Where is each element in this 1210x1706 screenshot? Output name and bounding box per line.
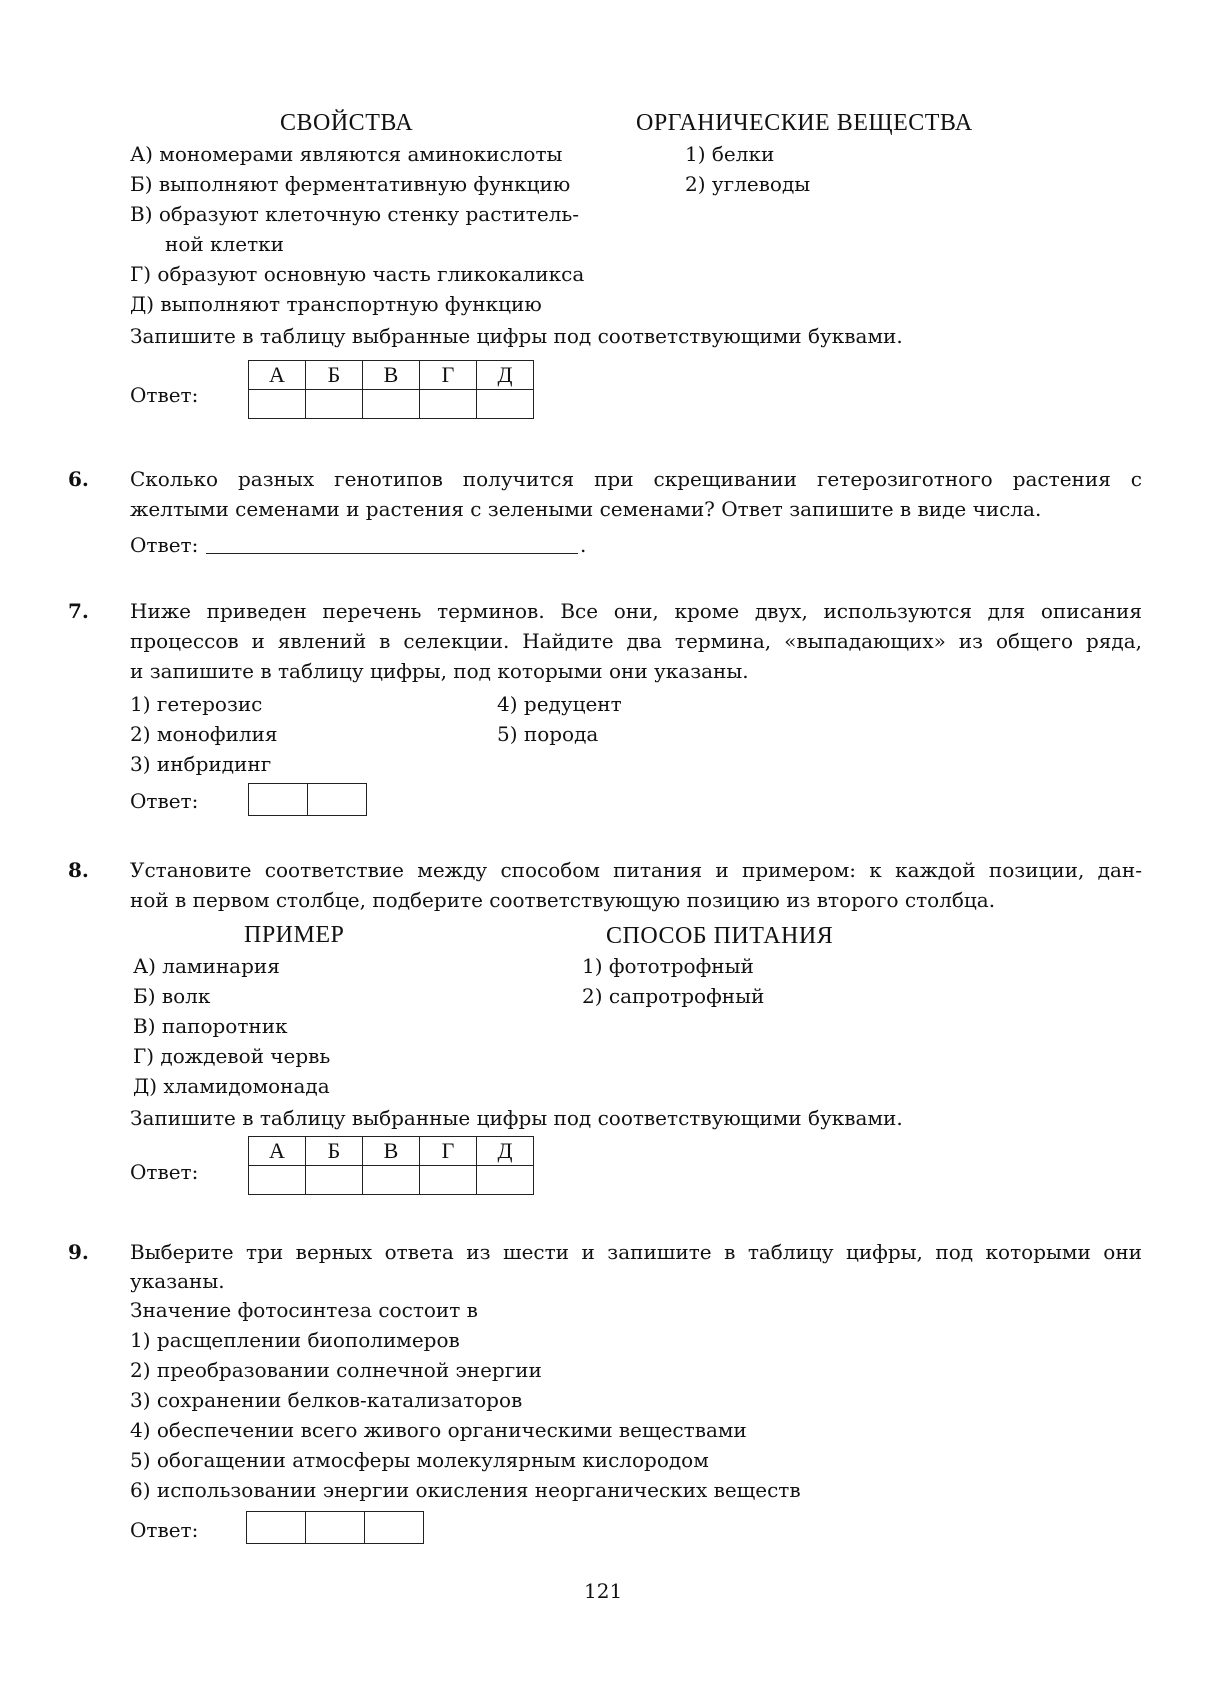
- instruction-text: Запишите в таблицу выбранные цифры под соответствующими буквами.: [130, 324, 903, 348]
- option-item: 1) белки: [685, 142, 775, 166]
- answer-boxes: [246, 1511, 424, 1544]
- list-item: 6) использовании энергии окисления неорганических веществ: [130, 1478, 801, 1502]
- list-item: Б) выполняют ферментативную функцию: [130, 172, 571, 196]
- table-header-cell: Б: [306, 1137, 363, 1166]
- task-text: желтыми семенами и растения с зелеными семенами? Ответ запишите в виде числа.: [130, 497, 1042, 521]
- list-item: 3) сохранении белков-катализаторов: [130, 1388, 523, 1412]
- answer-cell[interactable]: [477, 1166, 534, 1195]
- list-item: Б) волк: [133, 984, 211, 1008]
- task-number: 7.: [68, 599, 89, 623]
- table-header-cell: Б: [306, 361, 363, 390]
- answer-cell[interactable]: [308, 784, 366, 815]
- list-item: 4) обеспечении всего живого органическими веществами: [130, 1418, 747, 1442]
- answer-cell[interactable]: [249, 784, 308, 815]
- task-text: Сколько разных генотипов получится при скрещивании гетерозиготного растения с: [130, 467, 1142, 491]
- answer-cell[interactable]: [306, 1166, 363, 1195]
- list-item: 5) обогащении атмосферы молекулярным кислородом: [130, 1448, 709, 1472]
- answer-cell[interactable]: [363, 390, 420, 419]
- list-item: Д) выполняют транспортную функцию: [130, 292, 542, 316]
- option-item: 1) фототрофный: [582, 954, 754, 978]
- answer-cell[interactable]: [420, 1166, 477, 1195]
- list-item: 5) порода: [497, 722, 599, 746]
- task-text: ной в первом столбце, подберите соответствующую позицию из второго столбца.: [130, 888, 996, 912]
- list-item: 3) инбридинг: [130, 752, 272, 776]
- list-item: Д) хламидомонада: [133, 1074, 330, 1098]
- task-text: Установите соответствие между способом питания и примером: к каждой позиции, дан-: [130, 858, 1142, 882]
- answer-end-dot: .: [580, 533, 587, 557]
- answer-cell[interactable]: [306, 1512, 365, 1543]
- answer-label: Ответ:: [130, 1518, 199, 1542]
- answer-cell[interactable]: [249, 1166, 306, 1195]
- list-item: 4) редуцент: [497, 692, 622, 716]
- answer-label: Ответ:: [130, 533, 199, 557]
- table-header-cell: В: [363, 361, 420, 390]
- option-item: 2) сапротрофный: [582, 984, 765, 1008]
- example-heading: ПРИМЕР: [244, 922, 345, 948]
- answer-table: [248, 1136, 534, 1195]
- list-item: А) мономерами являются аминокислоты: [130, 142, 563, 166]
- answer-cell[interactable]: [363, 1166, 420, 1195]
- list-item: В) образуют клеточную стенку раститель-: [130, 202, 580, 226]
- answer-label: Ответ:: [130, 383, 199, 407]
- answer-cell[interactable]: [247, 1512, 306, 1543]
- answer-cell[interactable]: [477, 390, 534, 419]
- task-number: 8.: [68, 858, 89, 882]
- list-item: 2) монофилия: [130, 722, 278, 746]
- answer-label: Ответ:: [130, 789, 199, 813]
- instruction-text: Запишите в таблицу выбранные цифры под соответствующими буквами.: [130, 1106, 903, 1130]
- list-item: ной клетки: [165, 232, 284, 256]
- answer-cell[interactable]: [420, 390, 477, 419]
- table-header-cell: Г: [420, 1137, 477, 1166]
- list-item: Г) образуют основную часть гликокаликса: [130, 262, 585, 286]
- task-text: Выберите три верных ответа из шести и запишите в таблицу цифры, под которыми они: [130, 1240, 1142, 1264]
- answer-boxes: [248, 783, 367, 816]
- properties-heading: СВОЙСТВА: [280, 110, 414, 136]
- table-header-cell: А: [249, 1137, 306, 1166]
- answer-table: [248, 360, 534, 419]
- task-number: 6.: [68, 467, 89, 491]
- task-text: указаны.: [130, 1269, 225, 1293]
- list-item: Г) дождевой червь: [133, 1044, 331, 1068]
- page-number: 121: [584, 1579, 623, 1603]
- list-item: 1) расщеплении биополимеров: [130, 1328, 460, 1352]
- table-header-cell: А: [249, 361, 306, 390]
- task-text: и запишите в таблицу цифры, под которыми они указаны.: [130, 659, 749, 683]
- task-number: 9.: [68, 1240, 89, 1264]
- answer-cell[interactable]: [306, 390, 363, 419]
- table-header-cell: В: [363, 1137, 420, 1166]
- task-text: Ниже приведен перечень терминов. Все они, кроме двух, используются для описания: [130, 599, 1142, 623]
- answer-cell[interactable]: [249, 390, 306, 419]
- answer-line[interactable]: [206, 553, 578, 554]
- option-item: 2) углеводы: [685, 172, 811, 196]
- list-item: В) папоротник: [133, 1014, 288, 1038]
- answer-cell[interactable]: [365, 1512, 423, 1543]
- organic-substances-heading: ОРГАНИЧЕСКИЕ ВЕЩЕСТВА: [636, 110, 973, 136]
- table-header-cell: Д: [477, 361, 534, 390]
- task-stem: Значение фотосинтеза состоит в: [130, 1298, 478, 1322]
- list-item: 1) гетерозис: [130, 692, 263, 716]
- table-header-cell: Г: [420, 361, 477, 390]
- list-item: 2) преобразовании солнечной энергии: [130, 1358, 542, 1382]
- nutrition-mode-heading: СПОСОБ ПИТАНИЯ: [606, 923, 834, 949]
- task-text: процессов и явлений в селекции. Найдите два термина, «выпадающих» из общего ряда,: [130, 629, 1142, 653]
- answer-label: Ответ:: [130, 1160, 199, 1184]
- list-item: А) ламинария: [133, 954, 280, 978]
- table-header-cell: Д: [477, 1137, 534, 1166]
